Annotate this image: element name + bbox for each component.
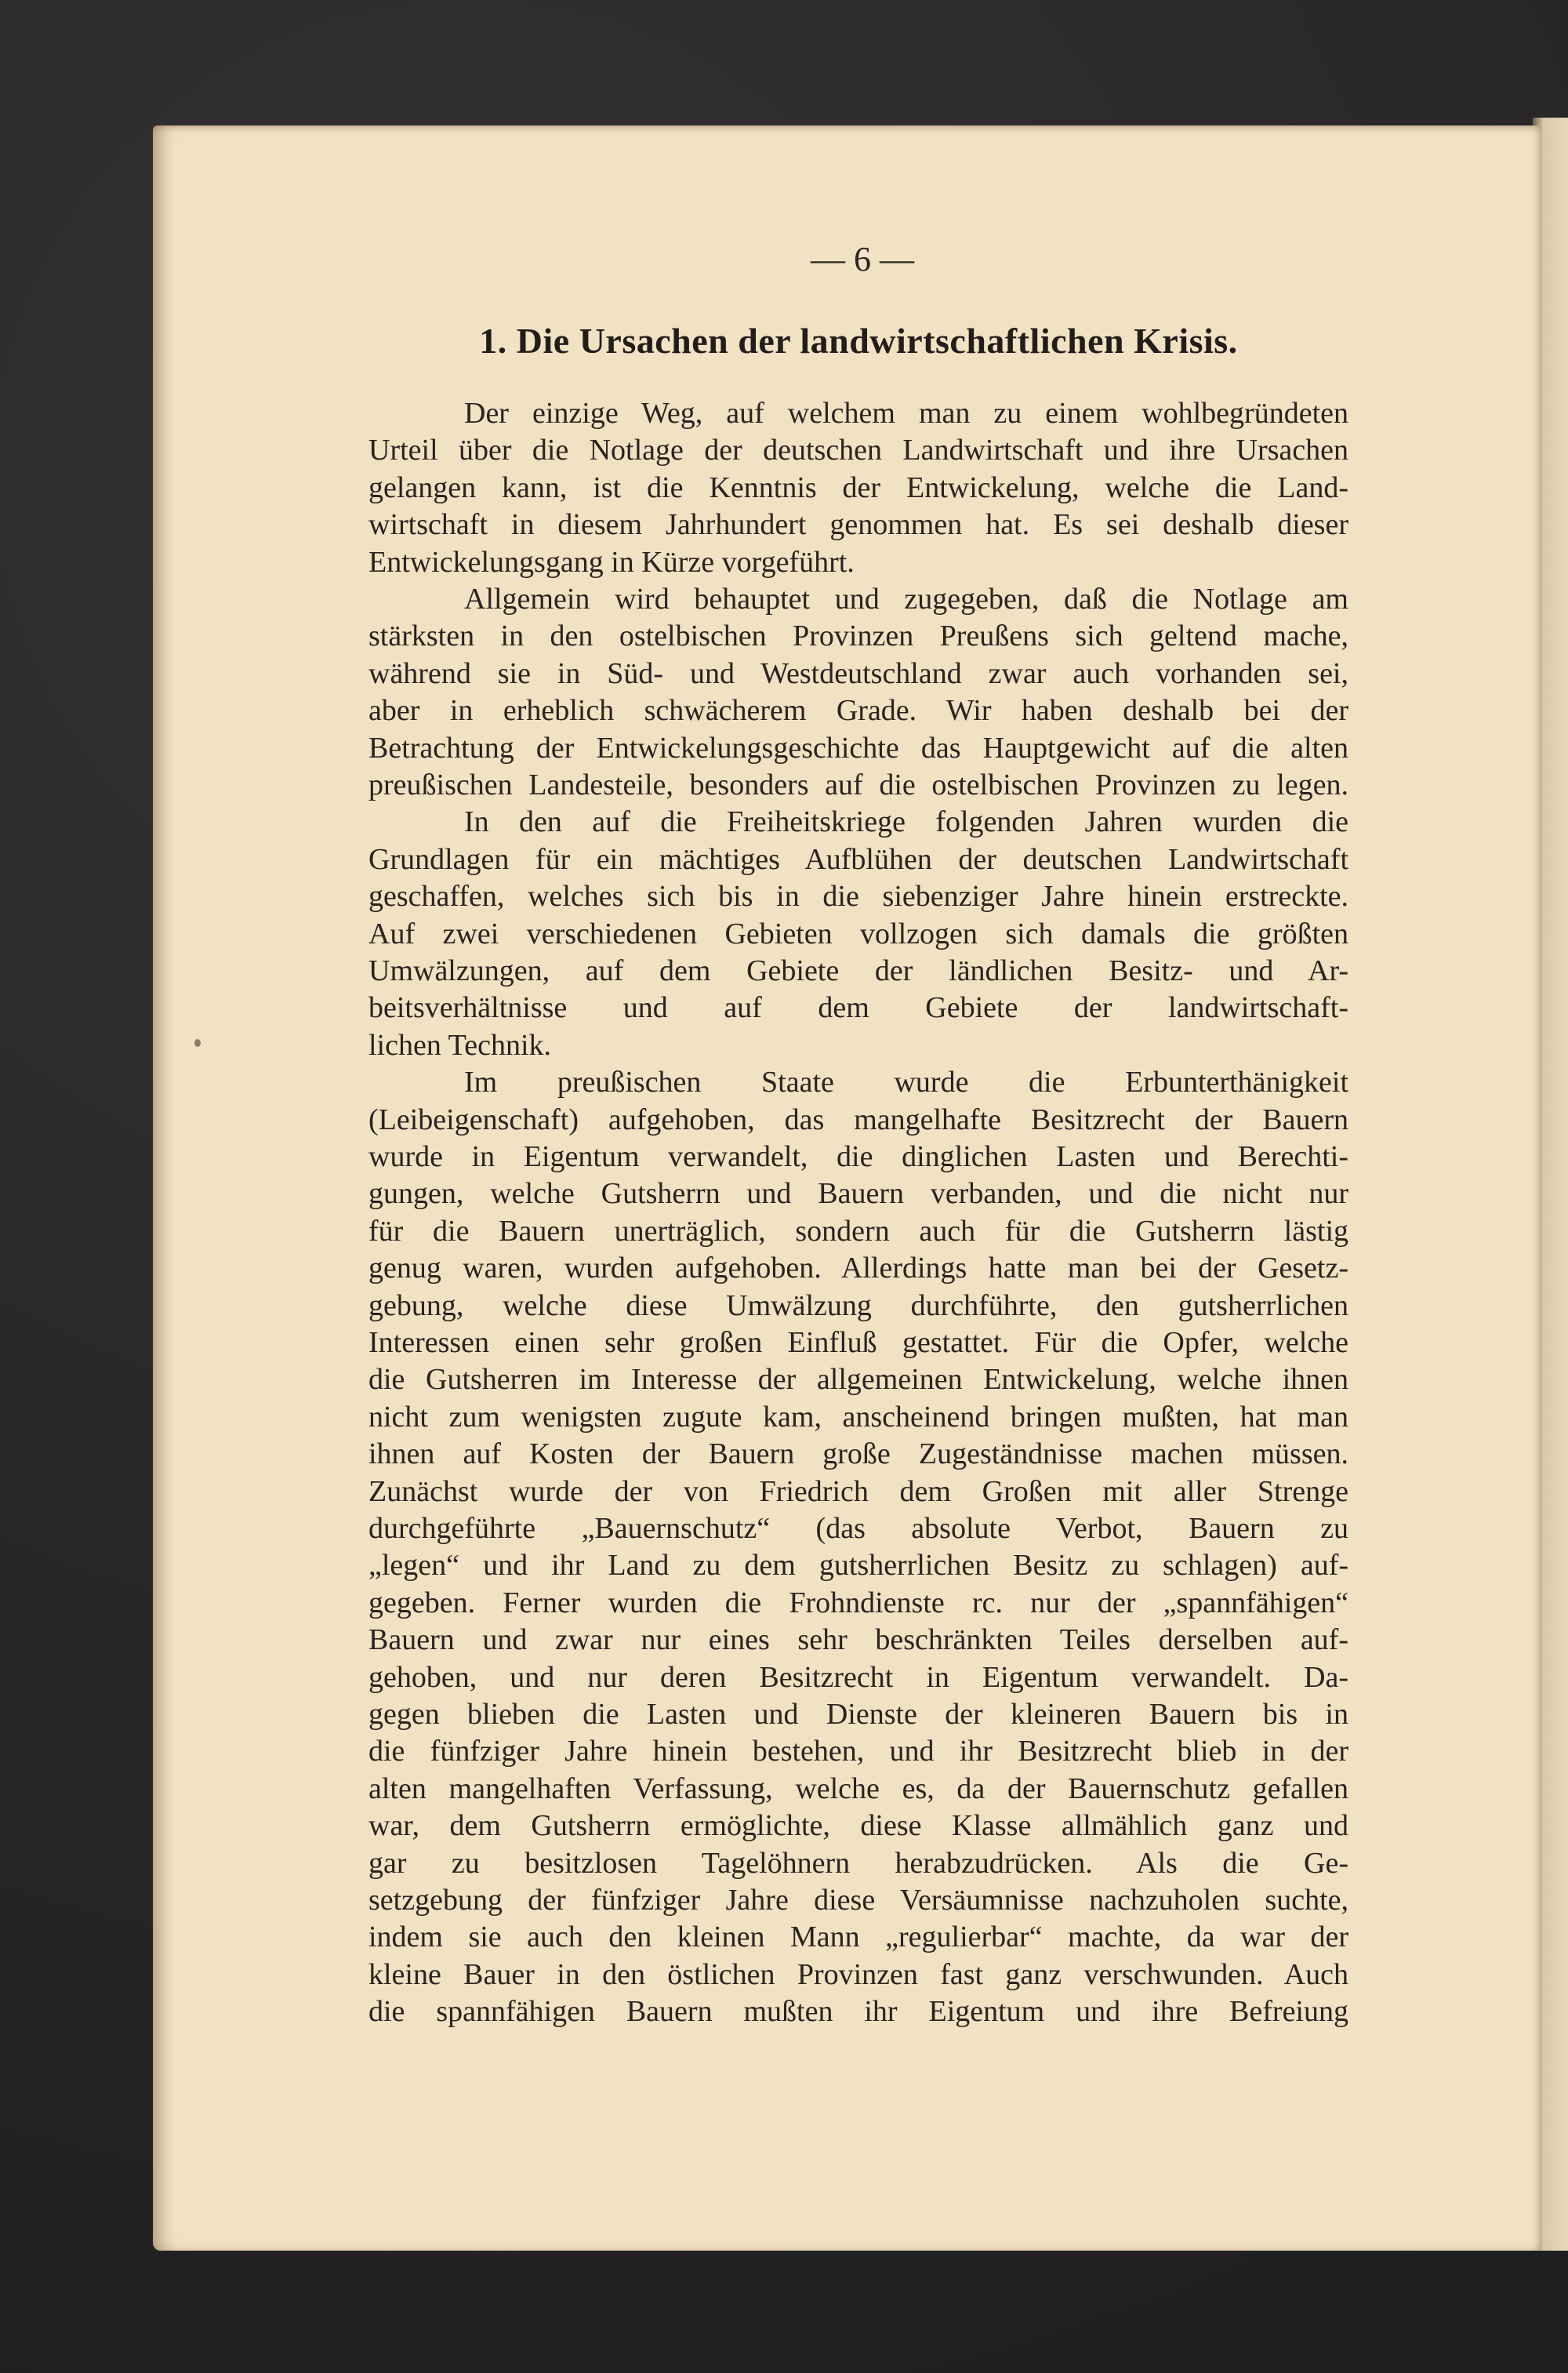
text-line: die fünfziger Jahre hinein bestehen, und ihr Besitzrecht blieb in der (368, 1735, 1348, 1768)
text-line: gelangen kann, ist die Kenntnis der Entwickelung, welche die Land- (368, 471, 1348, 504)
text-line: gebung, welche diese Umwälzung durchführte, den gutsherrlichen (368, 1288, 1348, 1322)
text-line: durchgeführte „Bauernschutz“ (das absolute Verbot, Bauern zu (368, 1512, 1348, 1545)
text-line: kleine Bauer in den östlichen Provinzen fast ganz verschwunden. Auch (368, 1957, 1348, 1991)
text-line: alten mangelhaften Verfassung, welche es, da der Bauernschutz gefallen (368, 1772, 1348, 1805)
text-line: die spannfähigen Bauern mußten ihr Eigentum und ihre Befreiung (368, 1995, 1348, 2029)
chapter-heading: 1. Die Ursachen der landwirtschaftlichen Krisis. (479, 321, 1238, 361)
text-line: während sie in Süd- und Westdeutschland zwar auch vorhanden sei, (368, 656, 1348, 690)
text-line: indem sie auch den kleinen Mann „regulierbar“ machte, da war der (368, 1921, 1348, 1954)
text-line: preußischen Landesteile, besonders auf die ostelbischen Provinzen zu legen. (368, 769, 1348, 801)
text-line: Entwickelungsgang in Kürze vorgeführt. (368, 545, 855, 579)
text-line: gungen, welche Gutsherrn und Bauern verbanden, und die nicht nur (368, 1177, 1348, 1211)
text-line: In den auf die Freiheitskriege folgenden Jahren wurden die (464, 805, 1348, 839)
text-line: lichen Technik. (368, 1028, 552, 1062)
text-line: setzgebung der fünfziger Jahre diese Versäumnisse nachzuholen suchte, (368, 1884, 1348, 1917)
text-line: Betrachtung der Entwickelungsgeschichte das Hauptgewicht auf die alten (368, 731, 1348, 765)
text-line: stärksten in den ostelbischen Provinzen Preußens sich geltend mache, (368, 620, 1348, 653)
text-line: ihnen auf Kosten der Bauern große Zugeständnisse machen müssen. (368, 1437, 1348, 1471)
text-line: „legen“ und ihr Land zu dem gutsherrlichen Besitz zu schlagen) auf- (368, 1549, 1348, 1583)
text-line: Zunächst wurde der von Friedrich dem Großen mit aller Strenge (368, 1474, 1348, 1508)
text-line: geschaffen, welches sich bis in die siebenziger Jahre hinein erstreckte. (368, 880, 1348, 914)
text-line: Umwälzungen, auf dem Gebiete der ländlichen Besitz- und Ar- (368, 954, 1348, 987)
text-line: wirtschaft in diesem Jahrhundert genommen hat. Es sei deshalb dieser (368, 508, 1348, 542)
text-line: Interessen einen sehr großen Einfluß gestattet. Für die Opfer, welche (368, 1326, 1348, 1359)
paper-speck (194, 1039, 201, 1047)
text-line: die Gutsherren im Interesse der allgemeinen Entwickelung, welche ihnen (368, 1363, 1348, 1397)
text-line: wurde in Eigentum verwandelt, die dinglichen Lasten und Berechti- (368, 1140, 1348, 1173)
text-line: gegeben. Ferner wurden die Frohndienste rc. nur der „spannfähigen“ (368, 1586, 1348, 1619)
text-line: genug waren, wurden aufgehoben. Allerdings hatte man bei der Gesetz- (368, 1252, 1348, 1285)
text-line: nicht zum wenigsten zugute kam, anscheinend bringen mußten, hat man (368, 1400, 1348, 1434)
text-line: beitsverhältnisse und auf dem Gebiete der landwirtschaft- (368, 991, 1348, 1025)
text-line: Der einzige Weg, auf welchem man zu einem wohlbegründeten (464, 397, 1348, 430)
text-line: aber in erheblich schwächerem Grade. Wir haben deshalb bei der (368, 694, 1348, 728)
text-line: Im preußischen Staate wurde die Erbunterthänigkeit (464, 1066, 1348, 1099)
text-line: gegen blieben die Lasten und Dienste der kleineren Bauern bis in (368, 1698, 1348, 1731)
text-line: gar zu besitzlosen Tagelöhnern herabzudrücken. Als die Ge- (368, 1846, 1348, 1880)
text-line: (Leibeigenschaft) aufgehoben, das mangelhafte Besitzrecht der Bauern (368, 1103, 1348, 1136)
text-line: Auf zwei verschiedenen Gebieten vollzogen sich damals die größten (368, 917, 1348, 950)
text-line: für die Bauern unerträglich, sondern auch für die Gutsherrn lästig (368, 1214, 1348, 1248)
text-line: Grundlagen für ein mächtiges Aufblühen der deutschen Landwirtschaft (368, 842, 1348, 876)
text-line: Bauern und zwar nur eines sehr beschränkten Teiles derselben auf- (368, 1623, 1348, 1657)
page-number: — 6 — (811, 240, 914, 278)
text-line: Allgemein wird behauptet und zugegeben, daß die Notlage am (464, 583, 1348, 616)
text-line: war, dem Gutsherrn ermöglichte, diese Klasse allmählich ganz und (368, 1809, 1348, 1843)
text-line: gehoben, und nur deren Besitzrecht in Eigentum verwandelt. Da- (368, 1660, 1348, 1694)
text-line: Urteil über die Notlage der deutschen Landwirtschaft und ihre Ursachen (368, 434, 1348, 467)
